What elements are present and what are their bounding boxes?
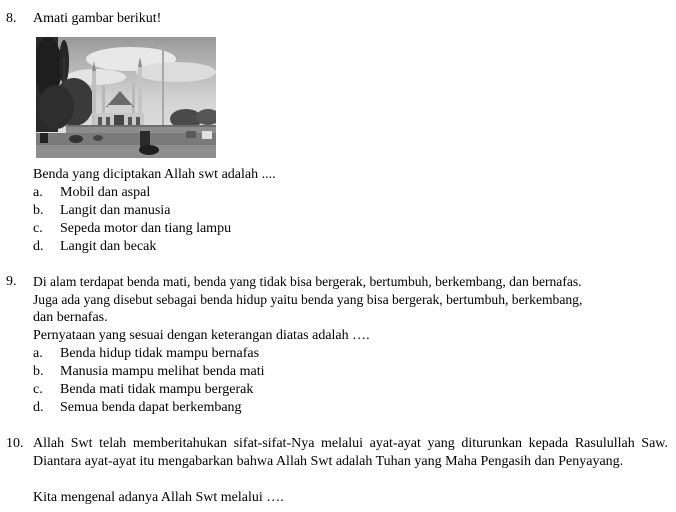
option-letter: a. xyxy=(33,185,43,200)
option-letter: c. xyxy=(33,382,43,397)
passage-line: Juga ada yang disebut sebagai benda hidup yaitu benda yang bisa bergerak, bertumbuh, berkembang, xyxy=(33,292,583,307)
option-text: Semua benda dapat berkembang xyxy=(60,400,242,415)
mosque-photo xyxy=(36,37,216,158)
passage-line: Di alam terdapat benda mati, benda yang tidak bisa bergerak, bertumbuh, berkembang, dan bernafas. xyxy=(33,274,582,289)
passage-line: dan bernafas. xyxy=(33,310,108,325)
option-letter: b. xyxy=(33,364,44,379)
option-letter: a. xyxy=(33,346,43,361)
question-text: Kita mengenal adanya Allah Swt melalui …. xyxy=(33,490,284,505)
option-text: Sepeda motor dan tiang lampu xyxy=(60,221,232,236)
question-number: 10. xyxy=(6,436,24,451)
question-number: 9. xyxy=(6,274,17,289)
option-text: Langit dan manusia xyxy=(60,203,171,218)
option-letter: b. xyxy=(33,203,44,218)
option-letter: d. xyxy=(33,400,44,415)
question-text: Benda yang diciptakan Allah swt adalah .... xyxy=(33,167,276,182)
question-text: Pernyataan yang sesuai dengan keterangan diatas adalah …. xyxy=(33,328,370,343)
option-text: Langit dan becak xyxy=(60,239,157,254)
option-letter: d. xyxy=(33,239,44,254)
passage-paragraph: Allah Swt telah memberitahukan sifat-sifat-Nya melalui ayat-ayat yang diturunkan kepada Rasulullah Saw. Diantara ayat-ayat itu mengabarkan bahwa Allah Swt adalah Tuhan yang Maha Pengasih dan Penyayang. xyxy=(33,436,668,469)
option-text: Mobil dan aspal xyxy=(60,185,151,200)
question-number: 8. xyxy=(6,11,17,26)
option-text: Manusia mampu melihat benda mati xyxy=(60,364,265,379)
option-text: Benda hidup tidak mampu bernafas xyxy=(60,346,260,361)
option-letter: c. xyxy=(33,221,43,236)
instruction-text: Amati gambar berikut! xyxy=(33,11,162,26)
option-text: Benda mati tidak mampu bergerak xyxy=(60,382,254,397)
